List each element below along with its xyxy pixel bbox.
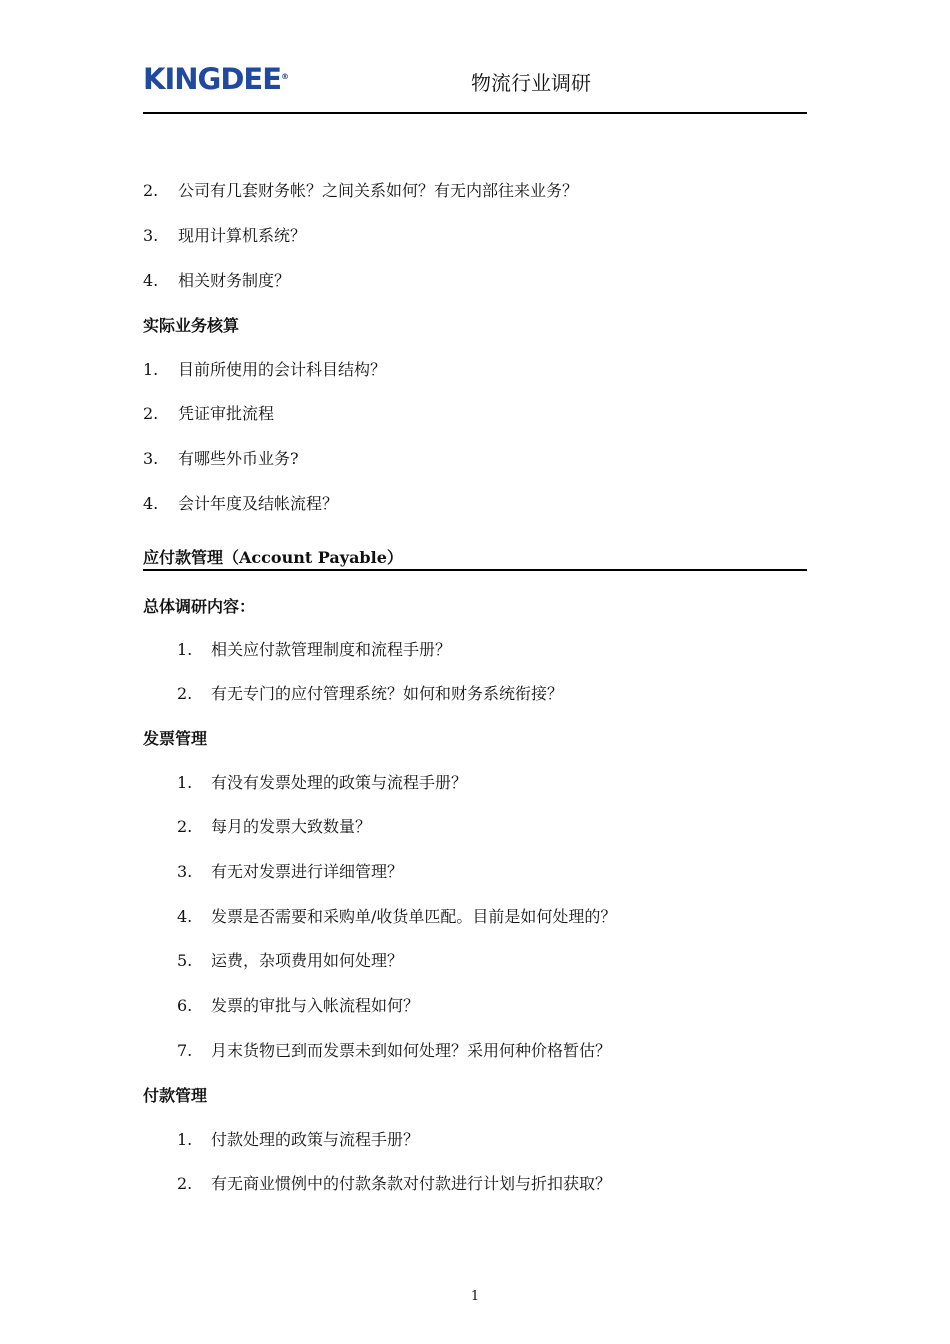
section-rule <box>143 569 807 571</box>
item-number: 2. <box>143 404 159 423</box>
kingdee-logo <box>143 64 289 94</box>
item-number: 1. <box>177 640 193 659</box>
logo-text: KINGDEE <box>143 62 282 96</box>
item-number: 2. <box>143 181 159 200</box>
list-item: 有没有发票处理的政策与流程手册？ <box>211 773 468 792</box>
list-item: 发票的审批与入帐流程如何？ <box>211 996 420 1015</box>
section-heading-ap: 应付款管理（Account Payable） <box>143 548 403 567</box>
list-item: 有哪些外币业务? <box>178 449 299 468</box>
item-number: 1. <box>143 360 159 379</box>
subheading-overall: 总体调研内容： <box>143 597 256 616</box>
list-item: 有无商业惯例中的付款条款对付款进行计划与折扣获取？ <box>211 1174 612 1193</box>
list-item: 有无对发票进行详细管理？ <box>211 862 404 881</box>
list-item: 目前所使用的会计科目结构？ <box>178 360 387 379</box>
item-number: 4. <box>143 271 159 290</box>
item-number: 3. <box>143 449 159 468</box>
item-number: 2. <box>177 684 193 703</box>
registered-mark: ® <box>281 72 290 81</box>
list-item: 现用计算机系统？ <box>178 226 307 245</box>
list-item: 运费，杂项费用如何处理？ <box>211 951 404 970</box>
subheading-payment: 付款管理 <box>143 1086 208 1105</box>
document-title: 物流行业调研 <box>471 71 591 95</box>
item-number: 3. <box>177 862 193 881</box>
item-number: 1. <box>177 773 193 792</box>
item-number: 1. <box>177 1130 193 1149</box>
item-number: 3. <box>143 226 159 245</box>
list-item: 会计年度及结帐流程？ <box>178 494 339 513</box>
item-number: 2. <box>177 1174 193 1193</box>
list-item: 月末货物已到而发票未到如何处理？采用何种价格暂估？ <box>211 1041 612 1060</box>
list-item: 公司有几套财务帐？之间关系如何？有无内部往来业务？ <box>178 181 579 200</box>
subheading-invoice: 发票管理 <box>143 729 208 748</box>
item-number: 4. <box>177 907 193 926</box>
item-number: 5. <box>177 951 193 970</box>
page-number: 1 <box>470 1289 480 1304</box>
header-rule <box>143 112 807 114</box>
list-item: 每月的发票大致数量？ <box>211 817 372 836</box>
list-item: 相关财务制度？ <box>178 271 291 290</box>
item-number: 4. <box>143 494 159 513</box>
section-heading-actual: 实际业务核算 <box>143 316 240 335</box>
item-number: 6. <box>177 996 193 1015</box>
list-item: 相关应付款管理制度和流程手册？ <box>211 640 452 659</box>
list-item: 发票是否需要和采购单/收货单匹配。目前是如何处理的？ <box>211 907 617 926</box>
item-number: 2. <box>177 817 193 836</box>
item-number: 7. <box>177 1041 193 1060</box>
list-item: 付款处理的政策与流程手册？ <box>211 1130 420 1149</box>
list-item: 凭证审批流程 <box>178 404 275 423</box>
list-item: 有无专门的应付管理系统？如何和财务系统衔接？ <box>211 684 564 703</box>
